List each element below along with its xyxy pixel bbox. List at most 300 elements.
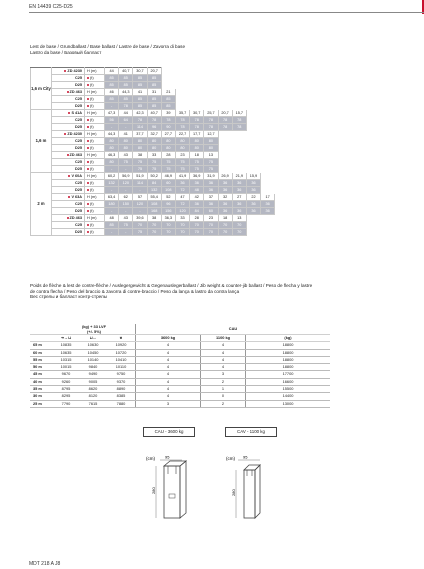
ballast-block-cau-diagram: [142, 454, 206, 522]
value-cell: 70: [204, 222, 218, 229]
value-cell: 13: [204, 152, 218, 159]
value-cell: 44: [119, 110, 133, 117]
value-cell: 80: [190, 145, 204, 152]
row-label: [52, 222, 85, 229]
value-cell: 85: [105, 75, 119, 82]
block-side: [255, 465, 260, 518]
empty-cell: [261, 166, 275, 173]
unit-label: (t): [90, 125, 94, 129]
value-cell: 22,7: [175, 131, 189, 138]
empty-cell: [232, 145, 246, 152]
value-cell: 4: [136, 371, 201, 378]
diagram-title-cau: CAU - 3600 kg: [143, 427, 195, 437]
empty-cell: [218, 131, 232, 138]
unit-cell: [85, 194, 105, 201]
row-name: ZD 4230: [67, 69, 82, 73]
value-cell: 4: [201, 356, 246, 363]
unit-cell: [85, 215, 105, 222]
value-cell: 2: [201, 378, 246, 385]
unit-label: (t): [90, 146, 94, 150]
bullet-icon: [67, 217, 69, 219]
value-cell: 56,9: [119, 173, 133, 180]
value-cell: 9260: [53, 378, 79, 385]
value-cell: 75: [175, 159, 189, 166]
empty-cell: [246, 138, 260, 145]
value-cell: 36: [190, 201, 204, 208]
value-cell: 44,3: [119, 89, 133, 96]
value-cell: 31: [147, 89, 161, 96]
value-cell: 96: [147, 124, 161, 131]
empty-cell: [175, 103, 189, 110]
load-icon: [87, 98, 89, 100]
unit-cell: [85, 75, 105, 82]
unit-cell: [85, 103, 105, 110]
header-spacer: [30, 324, 53, 335]
value-cell: 13000: [246, 400, 331, 407]
empty-cell: [261, 82, 275, 89]
value-cell: 75: [119, 159, 133, 166]
value-cell: 70: [133, 222, 147, 229]
empty-cell: [161, 68, 175, 75]
value-cell: 36: [190, 180, 204, 187]
row-name: D25: [75, 125, 82, 129]
row-label: [52, 89, 85, 96]
empty-cell: [218, 68, 232, 75]
value-cell: 80: [133, 138, 147, 145]
value-cell: 36: [218, 180, 232, 187]
value-cell: 36,9: [190, 173, 204, 180]
empty-cell: [261, 68, 275, 75]
value-cell: 75: [161, 159, 175, 166]
unit-cell: [85, 173, 105, 180]
value-cell: -: [119, 208, 133, 215]
empty-cell: [204, 75, 218, 82]
value-cell: 85: [161, 96, 175, 103]
value-cell: 23: [175, 152, 189, 159]
unit-cell: [85, 89, 105, 96]
column-header: ⊔↔: [79, 335, 107, 342]
row-label: [52, 194, 85, 201]
row-label: [52, 68, 85, 75]
value-cell: 8295: [53, 393, 79, 400]
jib-length-cell: 65 m: [30, 342, 53, 349]
value-cell: 85: [133, 96, 147, 103]
value-cell: 90: [161, 124, 175, 131]
unit-label: H (m): [87, 132, 97, 136]
value-cell: 36: [218, 201, 232, 208]
value-cell: 64: [119, 117, 133, 124]
unit-label: (t): [90, 188, 94, 192]
empty-cell: [232, 138, 246, 145]
row-name: D25: [75, 230, 82, 234]
value-cell: 75: [204, 166, 218, 173]
value-cell: -: [105, 208, 119, 215]
value-cell: 85: [105, 222, 119, 229]
value-cell: 17700: [246, 371, 331, 378]
ballast-plate-header: CAU: [136, 324, 331, 335]
empty-cell: [246, 110, 260, 117]
table-row: [30, 342, 330, 349]
empty-cell: [246, 75, 260, 82]
value-cell: 0: [201, 393, 246, 400]
unit-label: (t): [90, 139, 94, 143]
row-label: [52, 208, 85, 215]
empty-cell: [190, 68, 204, 75]
table-row: [31, 89, 275, 96]
value-cell: 17: [261, 194, 275, 201]
empty-cell: [190, 89, 204, 96]
value-cell: 132: [147, 187, 161, 194]
empty-cell: [232, 103, 246, 110]
row-name: V 60A: [71, 174, 82, 178]
column-header: ⇸→⊔: [53, 335, 79, 342]
value-cell: 36: [204, 180, 218, 187]
value-cell: 4: [136, 349, 201, 356]
empty-cell: [246, 131, 260, 138]
unit-cell: [85, 159, 105, 166]
table-row: [31, 75, 275, 82]
value-cell: 18800: [246, 342, 331, 349]
value-cell: 80: [133, 145, 147, 152]
row-name: C25: [75, 223, 82, 227]
value-cell: 108: [161, 187, 175, 194]
empty-cell: [204, 89, 218, 96]
empty-cell: [261, 96, 275, 103]
value-cell: 85: [133, 82, 147, 89]
unit-cell: [85, 124, 105, 131]
empty-cell: [204, 96, 218, 103]
value-cell: 42,3: [133, 110, 147, 117]
value-cell: 36: [232, 208, 246, 215]
value-cell: 22: [246, 194, 260, 201]
value-cell: 36: [246, 201, 260, 208]
load-icon: [87, 168, 89, 170]
value-cell: 70: [218, 229, 232, 236]
value-cell: 23: [204, 215, 218, 222]
table-row: [31, 166, 275, 173]
value-cell: 25,7: [204, 110, 218, 117]
value-cell: 36: [246, 180, 260, 187]
bullet-icon: [67, 154, 69, 156]
empty-cell: [246, 145, 260, 152]
table2-caption-line: Poids de flèche & lest de contre-flèche / Auslegergewicht & Gegenauslegerballast / Jib weight & counter-jib ballast / Peso de flecha y lastre: [30, 283, 313, 288]
empty-cell: [246, 166, 260, 173]
value-cell: 9370: [107, 378, 136, 385]
row-label: [52, 103, 85, 110]
header-row: [30, 324, 330, 335]
value-cell: 32,7: [147, 131, 161, 138]
jib-length-cell: 50 m: [30, 364, 53, 371]
value-cell: 36: [246, 208, 260, 215]
header-row: [30, 335, 330, 342]
value-cell: 85: [133, 103, 147, 110]
empty-cell: [218, 152, 232, 159]
value-cell: 78: [204, 117, 218, 124]
value-cell: 80: [119, 145, 133, 152]
value-cell: 75: [133, 166, 147, 173]
column-header: 3600 kg: [136, 335, 201, 342]
diagram-unit: (cm): [226, 456, 235, 461]
row-name: C25: [75, 139, 82, 143]
value-cell: -: [119, 124, 133, 131]
empty-cell: [232, 131, 246, 138]
unit-label: H (m): [87, 111, 97, 115]
value-cell: 80: [105, 159, 119, 166]
jib-length-cell: 35 m: [30, 386, 53, 393]
value-cell: 41: [133, 89, 147, 96]
value-cell: 108: [147, 201, 161, 208]
value-cell: 9840: [79, 364, 107, 371]
empty-cell: [261, 75, 275, 82]
value-cell: 75: [133, 159, 147, 166]
table-row: [31, 96, 275, 103]
value-cell: -: [119, 166, 133, 173]
row-label: [52, 180, 85, 187]
empty-cell: [161, 75, 175, 82]
value-cell: -: [133, 208, 147, 215]
row-name: C25: [75, 118, 82, 122]
value-cell: 36: [232, 180, 246, 187]
value-cell: -: [119, 229, 133, 236]
table-row: [30, 393, 330, 400]
value-cell: 36: [232, 187, 246, 194]
load-icon: [87, 203, 89, 205]
value-cell: 38: [133, 152, 147, 159]
table-row: [31, 208, 275, 215]
value-cell: 48: [105, 215, 119, 222]
table-row: [31, 215, 275, 222]
empty-cell: [246, 96, 260, 103]
empty-cell: [232, 82, 246, 89]
unit-cell: [85, 110, 105, 117]
empty-cell: [190, 75, 204, 82]
value-cell: 85: [105, 96, 119, 103]
value-cell: 9750: [107, 371, 136, 378]
value-cell: 85: [133, 75, 147, 82]
row-name: ZD 463: [69, 90, 82, 94]
value-cell: 8120: [79, 393, 107, 400]
value-cell: 18800: [246, 349, 331, 356]
unit-label: H (m): [87, 174, 97, 178]
value-cell: 132: [105, 180, 119, 187]
empty-cell: [246, 215, 260, 222]
value-cell: 4: [136, 393, 201, 400]
header-spacer: [30, 335, 53, 342]
unit-label: H (m): [87, 216, 97, 220]
value-cell: 60: [204, 208, 218, 215]
value-cell: 36: [261, 201, 275, 208]
jib-length-cell: 40 m: [30, 378, 53, 385]
value-cell: 4: [201, 364, 246, 371]
value-cell: 55,4: [147, 194, 161, 201]
empty-cell: [161, 82, 175, 89]
block-front: [244, 470, 255, 518]
value-cell: 85: [147, 96, 161, 103]
value-cell: 78: [119, 103, 133, 110]
table-row: [30, 371, 330, 378]
tolerance-label: (+/- 5%): [87, 329, 101, 334]
value-cell: 10410: [107, 356, 136, 363]
unit-cell: [85, 68, 105, 75]
empty-cell: [261, 103, 275, 110]
value-cell: 4: [136, 378, 201, 385]
empty-cell: [175, 75, 189, 82]
value-cell: 78: [190, 117, 204, 124]
empty-cell: [218, 103, 232, 110]
table-row: [31, 138, 275, 145]
value-cell: 80: [161, 145, 175, 152]
empty-cell: [218, 96, 232, 103]
diagram-title-cav: CAV - 1100 kg: [225, 427, 277, 437]
unit-label: (t): [90, 167, 94, 171]
empty-cell: [261, 110, 275, 117]
row-name: D25: [75, 188, 82, 192]
table-row: [31, 201, 275, 208]
load-icon: [87, 126, 89, 128]
value-cell: 46: [105, 89, 119, 96]
mast-group-label: 1,6 m: [31, 110, 52, 173]
value-cell: 168: [147, 208, 161, 215]
row-label: [52, 187, 85, 194]
empty-cell: [261, 131, 275, 138]
value-cell: 70: [232, 222, 246, 229]
empty-cell: [218, 145, 232, 152]
unit-label: H (m): [87, 153, 97, 157]
diagram-height: 280: [151, 487, 156, 494]
unit-cell: [85, 208, 105, 215]
value-cell: 75: [190, 159, 204, 166]
unit-label: H (m): [87, 195, 97, 199]
table-row: [30, 356, 330, 363]
value-cell: 3: [201, 371, 246, 378]
unit-cell: [85, 82, 105, 89]
value-cell: -: [105, 124, 119, 131]
value-cell: 15,7: [232, 110, 246, 117]
value-cell: 36: [218, 187, 232, 194]
value-cell: 10720: [107, 349, 136, 356]
value-cell: 96: [161, 201, 175, 208]
value-cell: -: [105, 103, 119, 110]
table-row: [31, 68, 275, 75]
value-cell: 80: [175, 138, 189, 145]
value-cell: 10015: [53, 364, 79, 371]
value-cell: 78: [218, 124, 232, 131]
value-cell: 8890: [107, 386, 136, 393]
load-icon: [87, 105, 89, 107]
value-cell: 80: [105, 138, 119, 145]
jib-length-cell: 25 m: [30, 400, 53, 407]
value-cell: 120: [175, 208, 189, 215]
empty-cell: [204, 82, 218, 89]
value-cell: 35,7: [175, 110, 189, 117]
value-cell: 10315: [53, 356, 79, 363]
empty-cell: [246, 222, 260, 229]
table2-caption: [30, 283, 312, 300]
value-cell: 78: [204, 124, 218, 131]
unit-cell: [85, 131, 105, 138]
value-cell: 15,9: [246, 173, 260, 180]
table-row: [30, 386, 330, 393]
value-cell: 180: [105, 201, 119, 208]
value-cell: 39: [161, 110, 175, 117]
value-cell: 60,2: [105, 173, 119, 180]
unit-cell: [85, 96, 105, 103]
row-label: [52, 229, 85, 236]
value-cell: 43: [119, 152, 133, 159]
value-cell: 51,9: [133, 173, 147, 180]
value-cell: 44: [105, 68, 119, 75]
unit-label: (t): [90, 160, 94, 164]
value-cell: 33: [147, 152, 161, 159]
row-name: C25: [75, 97, 82, 101]
table-row: [31, 222, 275, 229]
value-cell: 75: [147, 159, 161, 166]
load-icon: [87, 77, 89, 79]
value-cell: 47: [175, 194, 189, 201]
empty-cell: [232, 96, 246, 103]
value-cell: 80: [147, 145, 161, 152]
row-name: D25: [75, 104, 82, 108]
value-cell: 78: [218, 117, 232, 124]
value-cell: 16600: [246, 378, 331, 385]
empty-cell: [246, 68, 260, 75]
value-cell: 78: [133, 117, 147, 124]
empty-cell: [175, 68, 189, 75]
value-cell: 78: [175, 117, 189, 124]
value-cell: 84: [147, 180, 161, 187]
value-cell: 75: [204, 159, 218, 166]
value-cell: 47,3: [105, 110, 119, 117]
value-cell: 75: [119, 222, 133, 229]
empty-cell: [261, 159, 275, 166]
value-cell: 46,9: [161, 173, 175, 180]
value-cell: 9005: [79, 378, 107, 385]
value-cell: 70: [161, 222, 175, 229]
unit-cell: [85, 166, 105, 173]
value-cell: 43: [119, 215, 133, 222]
empty-cell: [232, 166, 246, 173]
row-label: [52, 131, 85, 138]
unit-cell: [85, 145, 105, 152]
row-label: [52, 110, 85, 117]
value-cell: 75: [147, 166, 161, 173]
value-cell: 52: [161, 194, 175, 201]
value-cell: 70: [175, 229, 189, 236]
unit-label: (t): [90, 209, 94, 213]
empty-cell: [218, 159, 232, 166]
value-cell: 78: [161, 117, 175, 124]
row-name: C25: [75, 76, 82, 80]
value-cell: 80: [147, 138, 161, 145]
empty-cell: [246, 152, 260, 159]
empty-cell: [218, 138, 232, 145]
unit-label: (t): [90, 83, 94, 87]
table1-caption: [30, 44, 185, 55]
value-cell: 39,6: [133, 215, 147, 222]
empty-cell: [246, 103, 260, 110]
empty-cell: [261, 124, 275, 131]
empty-cell: [246, 82, 260, 89]
table-row: [30, 364, 330, 371]
value-cell: 41: [119, 131, 133, 138]
load-icon: [87, 182, 89, 184]
value-cell: 30,7: [190, 110, 204, 117]
table2-caption-line: Вес стрелы и балласт контр-стрелы: [30, 294, 108, 300]
value-cell: 10110: [107, 364, 136, 371]
value-cell: 60: [161, 180, 175, 187]
row-name: D25: [75, 209, 82, 213]
value-cell: 38: [147, 215, 161, 222]
